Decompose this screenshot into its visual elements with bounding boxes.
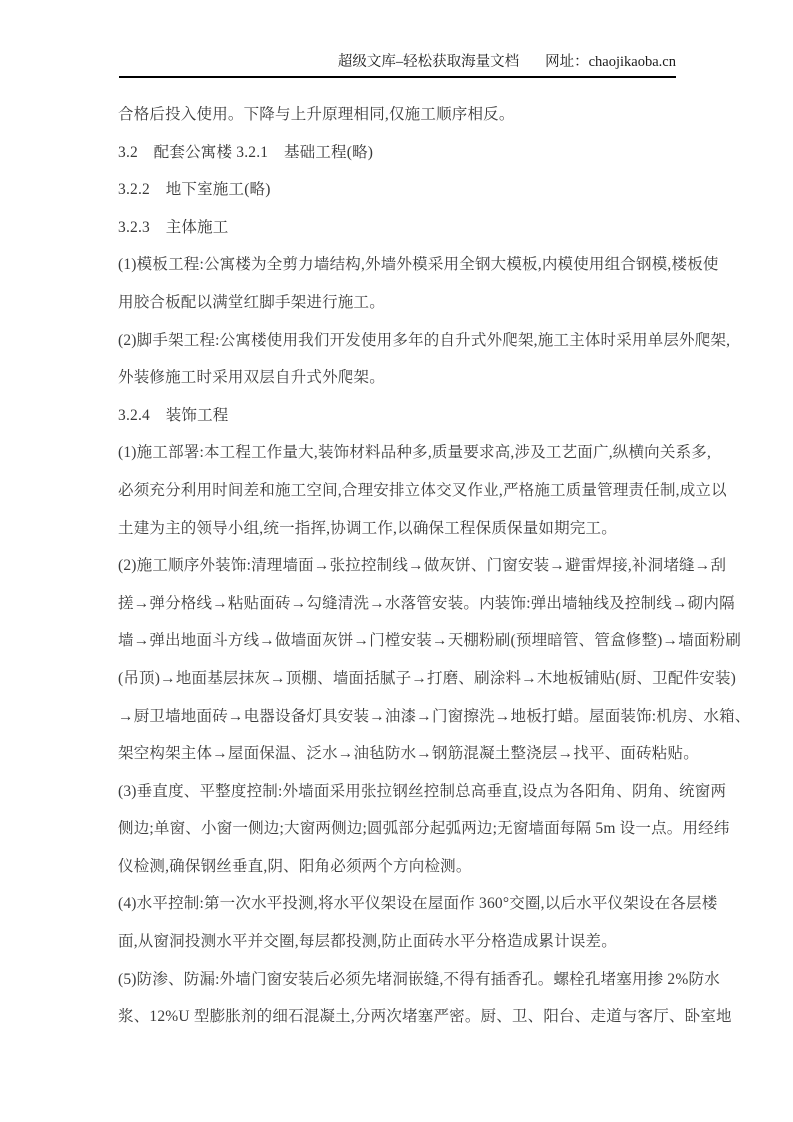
text-line: (4)水平控制:第一次水平投测,将水平仪架设在屋面作 360°交圈,以后水平仪架设在各层楼 xyxy=(118,895,718,913)
text-line: 合格后投入使用。下降与上升原理相同,仅施工顺序相反。 xyxy=(118,106,515,123)
header-site-name: 超级文库–轻松获取海量文档 xyxy=(337,54,520,70)
section-heading: 3.2.4 装饰工程 xyxy=(118,406,229,424)
page-header xyxy=(119,50,676,78)
text-line: →厨卫墙地面砖→电器设备灯具安装→油漆→门窗擦洗→地板打蜡。屋面装饰:机房、水箱、 xyxy=(118,707,751,725)
text-line: 面,从窗洞投测水平并交圈,每层都投测,防止面砖水平分格造成累计误差。 xyxy=(118,933,617,951)
text-line: 必须充分利用时间差和施工空间,合理安排立体交叉作业,严格施工质量管理责任制,成立以 xyxy=(118,481,727,499)
text-line: (1)施工部署:本工程工作量大,装饰材料品种多,质量要求高,涉及工艺面广,纵横向关系多, xyxy=(118,444,712,462)
text-line: 外装修施工时采用双层自升式外爬架。 xyxy=(118,369,385,387)
text-line: (5)防渗、防漏:外墙门窗安装后必须先堵洞嵌缝,不得有插香孔。螺栓孔堵塞用掺 2%防水 xyxy=(118,970,720,988)
header-url-label: 网址： xyxy=(545,54,589,70)
text-line: 浆、12%U 型膨胀剂的细石混凝土,分两次堵塞严密。厨、卫、阳台、走道与客厅、卧室地 xyxy=(118,1008,732,1026)
text-line: 搓→弹分格线→粘贴面砖→勾缝清洗→水落管安装。内装饰:弹出墙轴线及控制线→砌内隔 xyxy=(118,594,735,612)
text-line: (2)脚手架工程:公寓楼使用我们开发使用多年的自升式外爬架,施工主体时采用单层外爬架, xyxy=(118,331,731,349)
text-line: 侧边;单窗、小窗一侧边;大窗两侧边;圆弧部分起弧两边;无窗墙面每隔 5m 设一点。用经纬 xyxy=(118,820,730,838)
text-line: (2)施工顺序外装饰:清理墙面→张拉控制线→做灰饼、门窗安装→避雷焊接,补洞堵缝→刮 xyxy=(118,557,727,575)
header-url: chaojikaoba.cn xyxy=(588,54,676,70)
text-line: 用胶合板配以满堂红脚手架进行施工。 xyxy=(118,293,385,311)
section-heading: 3.2.2 地下室施工(略) xyxy=(118,181,271,199)
text-line: 架空构架主体→屋面保温、泛水→油毡防水→钢筋混凝土整浇层→找平、面砖粘贴。 xyxy=(118,745,699,763)
text-line: 土建为主的领导小组,统一指挥,协调工作,以确保工程保质保量如期完工。 xyxy=(118,519,617,537)
text-line: (1)模板工程:公寓楼为全剪力墙结构,外墙外模采用全钢大模板,内模使用组合钢模,楼板使 xyxy=(118,256,719,274)
text-line: 墙→弹出地面斗方线→做墙面灰饼→门樘安装→天棚粉刷(预埋暗管、管盒修整)→墙面粉刷 xyxy=(118,632,742,650)
document-body xyxy=(118,96,751,1036)
text-line: (3)垂直度、平整度控制:外墙面采用张拉钢丝控制总高垂直,设点为各阳角、阴角、统窗两 xyxy=(118,782,727,800)
text-line: 仪检测,确保钢丝垂直,阴、阳角必须两个方向检测。 xyxy=(118,857,472,875)
section-heading: 3.2.3 主体施工 xyxy=(118,218,229,236)
section-heading: 3.2 配套公寓楼 3.2.1 基础工程(略) xyxy=(118,143,374,161)
text-line: (吊顶)→地面基层抹灰→顶棚、墙面括腻子→打磨、刷涂料→木地板铺贴(厨、卫配件安装) xyxy=(118,669,737,687)
